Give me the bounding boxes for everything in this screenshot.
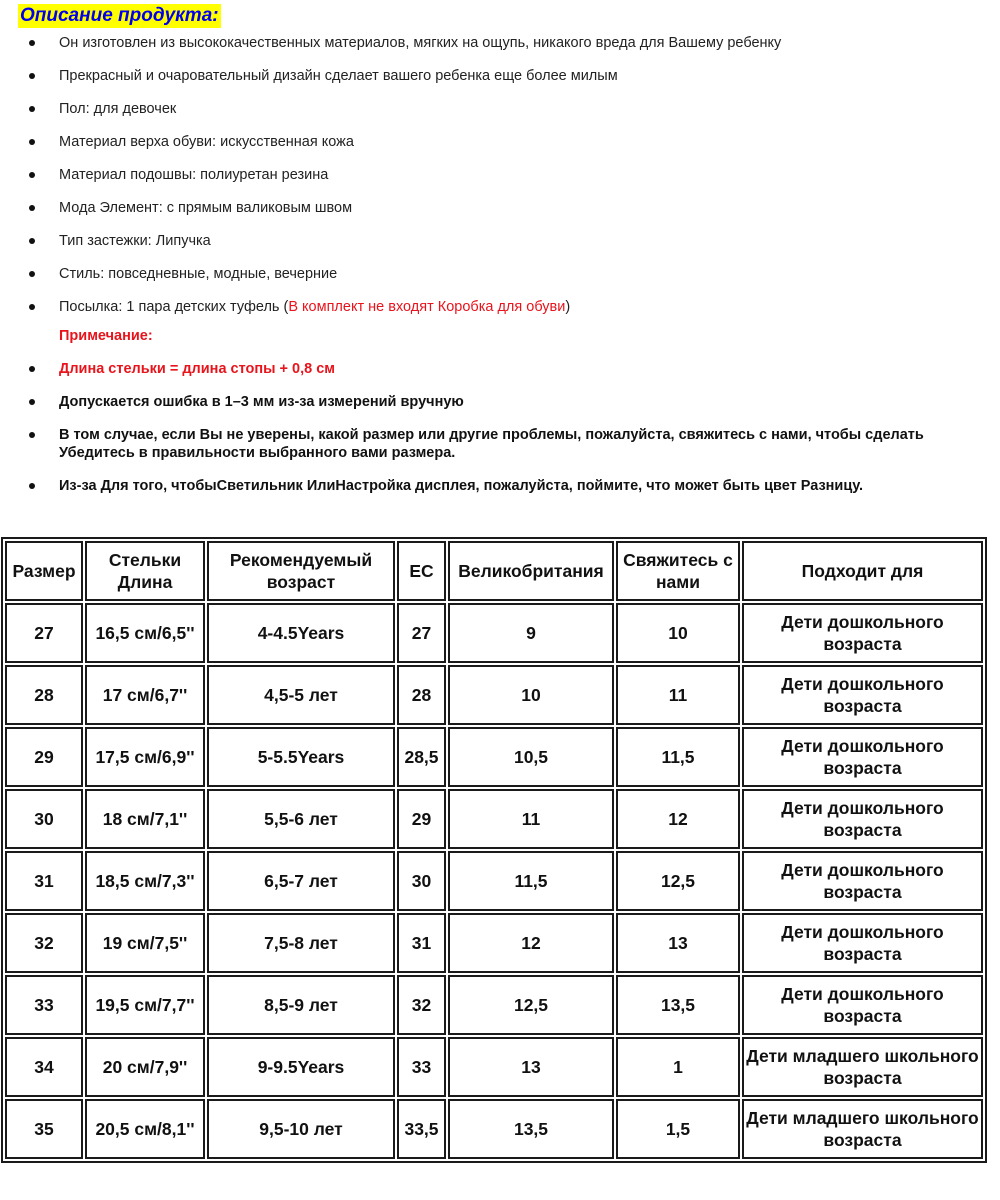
table-row [5, 665, 983, 725]
cell-contact-us: 13 [616, 913, 740, 973]
note-item [0, 393, 1000, 411]
cell-recommended-age: 9-9.5Years [207, 1037, 395, 1097]
cell-suitable-for: Дети дошкольного возраста [742, 851, 983, 911]
note-label: Примечание: [59, 328, 153, 344]
cell-ec: 33 [397, 1037, 446, 1097]
cell-suitable-for: Дети младшего школьного возраста [742, 1099, 983, 1159]
note-label-item [0, 327, 1000, 345]
cell-uk: 11,5 [448, 851, 614, 911]
list-item [0, 199, 1000, 217]
cell-size: 31 [5, 851, 83, 911]
cell-uk: 10 [448, 665, 614, 725]
table-row [5, 1037, 983, 1097]
cell-contact-us: 13,5 [616, 975, 740, 1035]
cell-contact-us: 10 [616, 603, 740, 663]
cell-recommended-age: 9,5-10 лет [207, 1099, 395, 1159]
cell-insole-length: 19,5 см/7,7'' [85, 975, 205, 1035]
header-contact-us: Свяжитесь с нами [616, 541, 740, 601]
cell-uk: 13,5 [448, 1099, 614, 1159]
description-list [0, 34, 1000, 495]
bullet-icon [29, 40, 35, 46]
cell-contact-us: 11 [616, 665, 740, 725]
cell-recommended-age: 7,5-8 лет [207, 913, 395, 973]
header-recommended-age: Рекомендуемый возраст [207, 541, 395, 601]
list-item-text: Материал верха обуви: искусственная кожа [59, 134, 354, 150]
cell-ec: 31 [397, 913, 446, 973]
cell-ec: 28 [397, 665, 446, 725]
cell-size: 30 [5, 789, 83, 849]
list-item-text: Прекрасный и очаровательный дизайн сделает вашего ребенка еще более милым [59, 68, 618, 84]
cell-size: 28 [5, 665, 83, 725]
cell-ec: 33,5 [397, 1099, 446, 1159]
bullet-icon [29, 366, 35, 372]
table-row [5, 913, 983, 973]
list-item [0, 265, 1000, 283]
note-item [0, 477, 1000, 495]
table-row [5, 851, 983, 911]
header-size: Размер [5, 541, 83, 601]
cell-recommended-age: 5-5.5Years [207, 727, 395, 787]
cell-contact-us: 1,5 [616, 1099, 740, 1159]
cell-suitable-for: Дети дошкольного возраста [742, 913, 983, 973]
table-row [5, 1099, 983, 1159]
product-description-heading: Описание продукта: [20, 5, 219, 26]
table-row [5, 727, 983, 787]
cell-suitable-for: Дети дошкольного возраста [742, 665, 983, 725]
heading-block [18, 4, 221, 30]
cell-size: 27 [5, 603, 83, 663]
cell-size: 29 [5, 727, 83, 787]
package-item [0, 298, 1000, 316]
bullet-icon [29, 73, 35, 79]
bullet-icon [29, 483, 35, 489]
cell-suitable-for: Дети младшего школьного возраста [742, 1037, 983, 1097]
bullet-icon [29, 139, 35, 145]
cell-uk: 10,5 [448, 727, 614, 787]
bullet-icon [29, 106, 35, 112]
cell-insole-length: 18,5 см/7,3'' [85, 851, 205, 911]
cell-contact-us: 1 [616, 1037, 740, 1097]
bullet-icon [29, 271, 35, 277]
cell-ec: 30 [397, 851, 446, 911]
cell-recommended-age: 5,5-6 лет [207, 789, 395, 849]
cell-contact-us: 12,5 [616, 851, 740, 911]
package-suffix: ) [565, 299, 571, 315]
header-suitable-for: Подходит для [742, 541, 983, 601]
note-item [0, 426, 1000, 462]
header-insole-length: Стельки Длина [85, 541, 205, 601]
cell-contact-us: 12 [616, 789, 740, 849]
cell-insole-length: 17,5 см/6,9'' [85, 727, 205, 787]
cell-uk: 12,5 [448, 975, 614, 1035]
cell-suitable-for: Дети дошкольного возраста [742, 975, 983, 1035]
bullet-icon [29, 432, 35, 438]
cell-insole-length: 18 см/7,1'' [85, 789, 205, 849]
cell-insole-length: 20 см/7,9'' [85, 1037, 205, 1097]
insole-formula: Длина стельки = длина стопы + 0,8 см [59, 361, 336, 377]
package-excluded-note: В комплект не входят Коробка для обуви [288, 299, 566, 315]
cell-uk: 9 [448, 603, 614, 663]
cell-size: 32 [5, 913, 83, 973]
list-item [0, 232, 1000, 250]
table-header-row [5, 541, 983, 601]
list-item-text: Тип застежки: Липучка [59, 233, 211, 249]
table-row [5, 603, 983, 663]
cell-ec: 29 [397, 789, 446, 849]
list-item-text: Мода Элемент: с прямым валиковым швом [59, 200, 353, 216]
list-item [0, 67, 1000, 85]
cell-suitable-for: Дети дошкольного возраста [742, 603, 983, 663]
cell-size: 34 [5, 1037, 83, 1097]
cell-insole-length: 17 см/6,7'' [85, 665, 205, 725]
bullet-icon [29, 172, 35, 178]
note-item-text: Допускается ошибка в 1–3 мм из-за измерений вручную [59, 394, 464, 410]
cell-suitable-for: Дети дошкольного возраста [742, 789, 983, 849]
cell-uk: 13 [448, 1037, 614, 1097]
list-item-text: Стиль: повседневные, модные, вечерние [59, 266, 338, 282]
bullet-icon [29, 399, 35, 405]
cell-contact-us: 11,5 [616, 727, 740, 787]
list-item [0, 34, 1000, 52]
list-item-text: Материал подошвы: полиуретан резина [59, 167, 329, 183]
note-item-text: В том случае, если Вы не уверены, какой размер или другие проблемы, пожалуйста, свяжитесь с нами, чтобы сделать Убедитесь в правильности выбранного вами размера. [59, 427, 924, 461]
list-item [0, 133, 1000, 151]
table-row [5, 975, 983, 1035]
cell-uk: 12 [448, 913, 614, 973]
bullet-icon [29, 205, 35, 211]
cell-ec: 28,5 [397, 727, 446, 787]
header-ec: EC [397, 541, 446, 601]
bullet-icon [29, 238, 35, 244]
list-item [0, 166, 1000, 184]
list-item-text: Пол: для девочек [59, 101, 177, 117]
bullet-icon [29, 304, 35, 310]
note-item [0, 360, 1000, 378]
cell-insole-length: 19 см/7,5'' [85, 913, 205, 973]
list-item-text: Он изготовлен из высококачественных материалов, мягких на ощупь, никакого вреда для Вашему ребенку [59, 35, 782, 51]
cell-size: 35 [5, 1099, 83, 1159]
package-prefix: Посылка: 1 пара детских туфель ( [59, 299, 289, 315]
cell-uk: 11 [448, 789, 614, 849]
cell-recommended-age: 4,5-5 лет [207, 665, 395, 725]
note-item-text: Из-за Для того, чтобыСветильник ИлиНастройка дисплея, пожалуйста, поймите, что может быть цвет Разницу. [59, 478, 864, 494]
cell-suitable-for: Дети дошкольного возраста [742, 727, 983, 787]
cell-ec: 27 [397, 603, 446, 663]
table-row [5, 789, 983, 849]
cell-recommended-age: 6,5-7 лет [207, 851, 395, 911]
cell-insole-length: 20,5 см/8,1'' [85, 1099, 205, 1159]
cell-insole-length: 16,5 см/6,5'' [85, 603, 205, 663]
cell-recommended-age: 8,5-9 лет [207, 975, 395, 1035]
size-chart-table [1, 537, 987, 1163]
cell-size: 33 [5, 975, 83, 1035]
cell-recommended-age: 4-4.5Years [207, 603, 395, 663]
cell-ec: 32 [397, 975, 446, 1035]
list-item [0, 100, 1000, 118]
header-uk: Великобритания [448, 541, 614, 601]
